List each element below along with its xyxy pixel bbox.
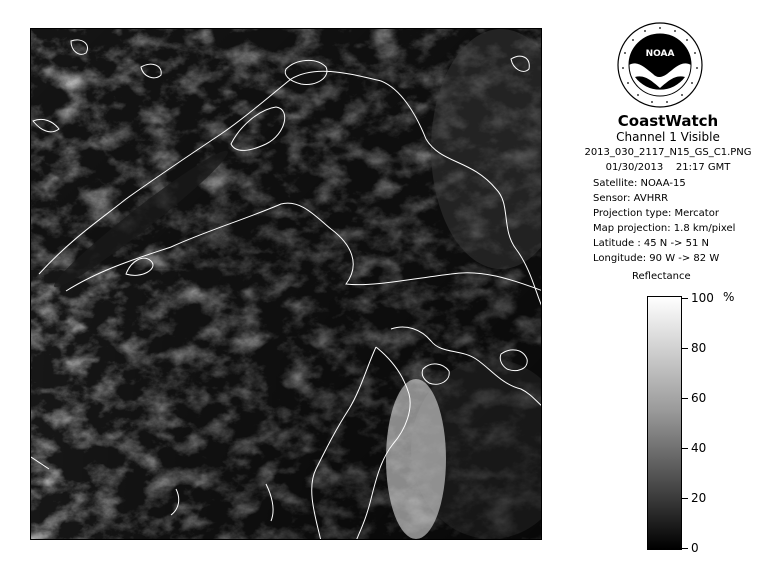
colorbar-tick xyxy=(682,298,688,299)
bright-lake-band xyxy=(386,379,446,539)
colorbar-tick-label: 20 xyxy=(691,491,707,505)
map-projection-info: Map projection: 1.8 km/pixel xyxy=(593,223,736,234)
acquisition-datetime: 01/30/2013 21:17 GMT xyxy=(605,162,731,173)
projection-type-info: Projection type: Mercator xyxy=(593,208,719,219)
latitude-info: Latitude : 45 N -> 51 N xyxy=(593,238,709,249)
logo-center-text: NOAA xyxy=(645,49,675,59)
noaa-logo xyxy=(617,22,703,108)
colorbar-tick xyxy=(682,498,688,499)
colorbar-tick xyxy=(682,548,688,549)
colorbar-tick-label: 80 xyxy=(691,341,707,355)
product-title: CoastWatch xyxy=(617,112,719,130)
colorbar-tick-label: 0 xyxy=(691,541,699,555)
colorbar-tick-label: 100 xyxy=(691,291,714,305)
colorbar-tick xyxy=(682,348,688,349)
sensor-info: Sensor: AVHRR xyxy=(593,193,669,204)
colorbar-tick-label: 40 xyxy=(691,441,707,455)
satellite-image xyxy=(30,28,542,540)
colorbar-tick-label: 60 xyxy=(691,391,707,405)
satellite-info: Satellite: NOAA-15 xyxy=(593,178,686,189)
satellite-map-svg xyxy=(31,29,542,540)
colorbar-unit: % xyxy=(723,290,735,304)
file-name: 2013_030_2117_N15_GS_C1.PNG xyxy=(584,147,752,158)
longitude-info: Longitude: 90 W -> 82 W xyxy=(593,253,720,264)
colorbar-tick xyxy=(682,448,688,449)
reflectance-colorbar xyxy=(647,296,682,550)
legend-title: Reflectance xyxy=(632,271,691,282)
colorbar-tick xyxy=(682,398,688,399)
channel-label: Channel 1 Visible xyxy=(616,130,720,144)
